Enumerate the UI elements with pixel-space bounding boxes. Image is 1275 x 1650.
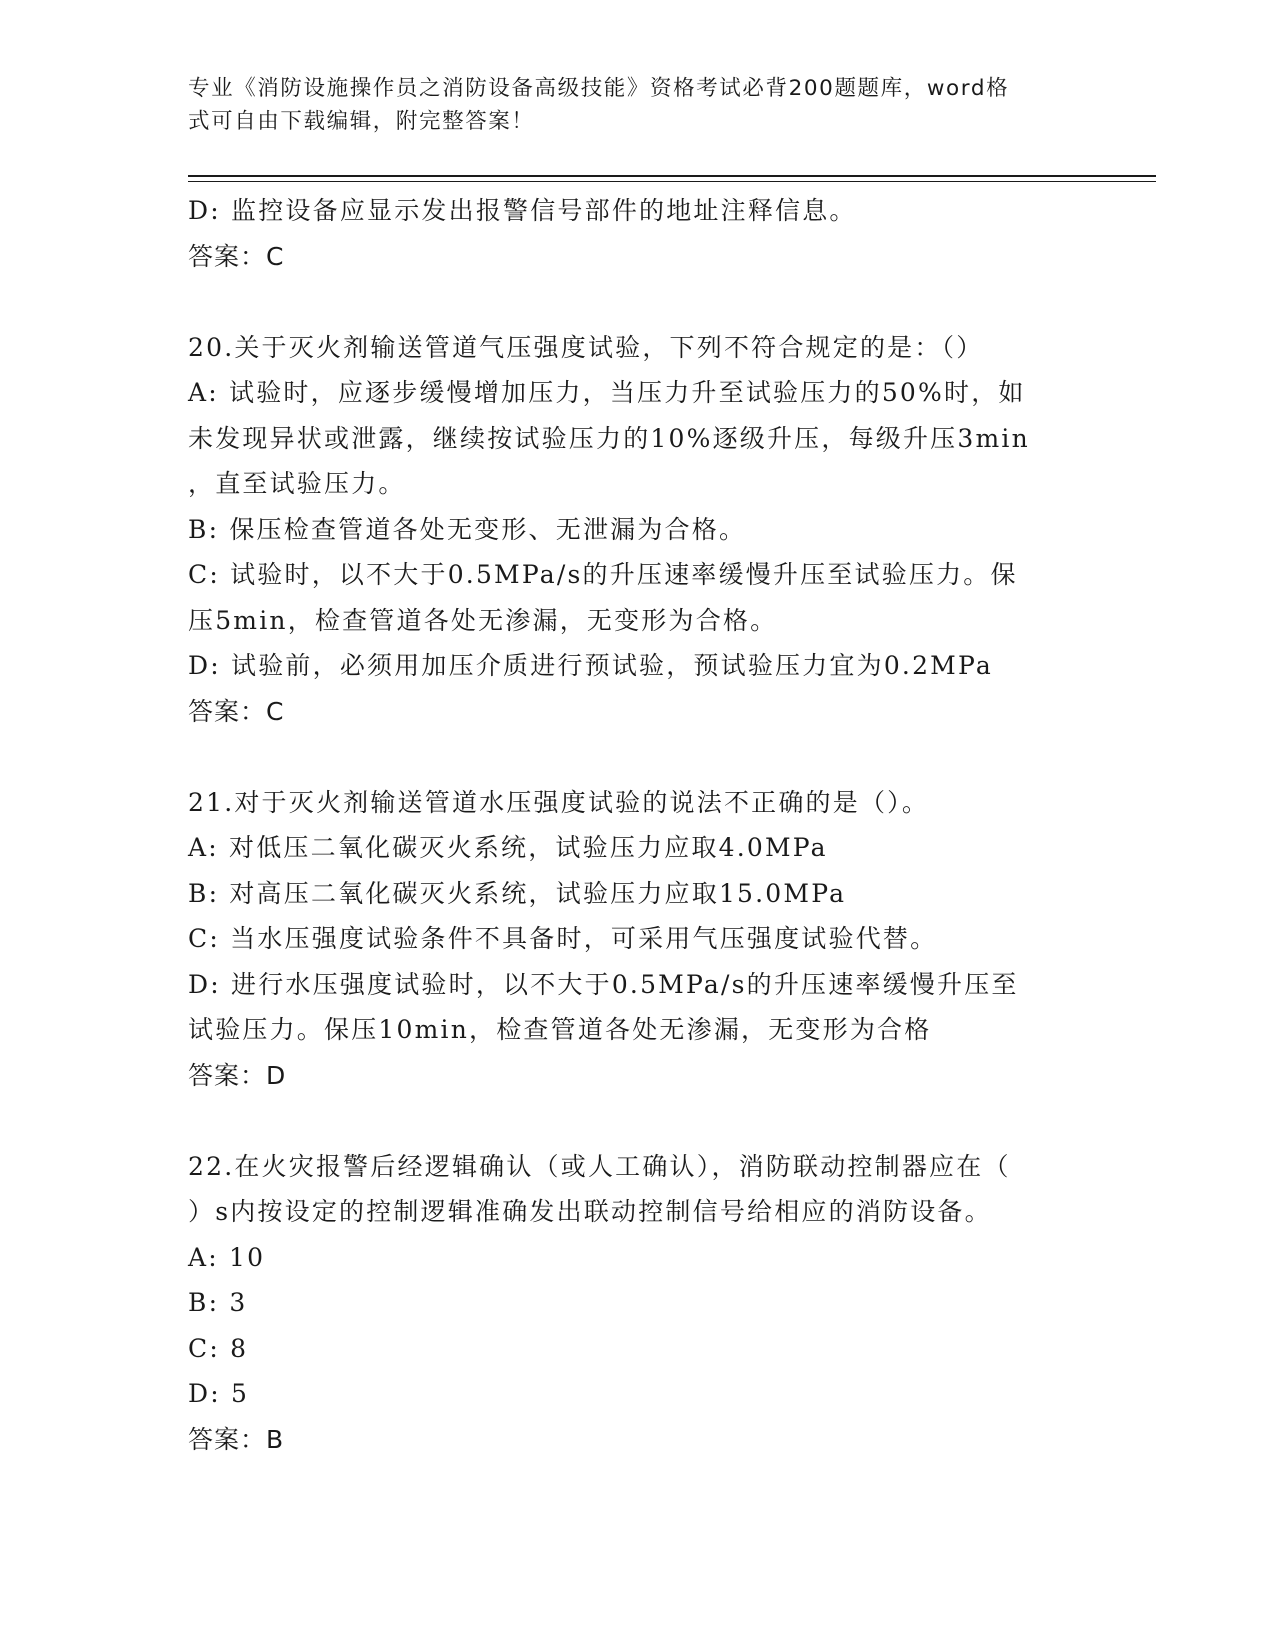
question-21: [188, 780, 1068, 1099]
question-stem: 20.关于灭火剂输送管道气压强度试验，下列不符合规定的是：（）: [188, 332, 984, 362]
question-22: [188, 1144, 1068, 1463]
option-a: A: 10: [188, 1242, 266, 1272]
option-a: A: 对低压二氧化碳灭火系统，试验压力应取4.0MPa: [188, 833, 828, 862]
spacer: [188, 1098, 1068, 1144]
option-d: D: 5: [188, 1379, 250, 1408]
option-d-line-1: D: 进行水压强度试验时，以不大于0.5MPa/s的升压速率缓慢升压至: [188, 969, 1019, 999]
header-rule-thin: [188, 181, 1156, 182]
header-rule-thick: [188, 175, 1156, 177]
question-stem: 21.对于灭火剂输送管道水压强度试验的说法不正确的是（）。: [188, 787, 930, 817]
header-title-line-2: 式可自由下载编辑，附完整答案！: [188, 109, 535, 134]
answer: 答案：B: [188, 1424, 285, 1454]
question-20: [188, 325, 1068, 735]
spacer: [188, 734, 1068, 780]
option-a-line-3: ，直至试验压力。: [188, 469, 406, 498]
option-c: C: 8: [188, 1333, 249, 1363]
header-title-line-1: 专业《消防设施操作员之消防设备高级技能》资格考试必背200题题库，word格: [188, 76, 1010, 101]
option-c-line-2: 压5min，检查管道各处无渗漏，无变形为合格。: [188, 605, 778, 635]
option-d: D: 监控设备应显示发出报警信号部件的地址注释信息。: [188, 196, 857, 225]
question-stem-line-1: 22.在火灾报警后经逻辑确认（或人工确认），消防联动控制器应在（: [188, 1151, 1011, 1181]
answer: 答案：C: [188, 241, 285, 271]
option-d: D: 试验前，必须用加压介质进行预试验，预试验压力宜为0.2MPa: [188, 651, 993, 680]
option-d-line-2: 试验压力。保压10min，检查管道各处无渗漏，无变形为合格: [188, 1015, 932, 1044]
option-a-line-1: A: 试验时，应逐步缓慢增加压力，当压力升至试验压力的50%时，如: [188, 378, 1026, 407]
option-c: C: 当水压强度试验条件不具备时，可采用气压强度试验代替。: [188, 924, 938, 953]
option-b: B: 3: [188, 1288, 248, 1317]
answer: 答案：C: [188, 696, 285, 726]
option-c-line-1: C: 试验时，以不大于0.5MPa/s的升压速率缓慢升压至试验压力。保: [188, 560, 1018, 589]
question-stem-line-2: ）s内按设定的控制逻辑准确发出联动控制信号给相应的消防设备。: [188, 1197, 992, 1226]
option-b: B: 对高压二氧化碳灭火系统，试验压力应取15.0MPa: [188, 878, 847, 908]
option-a-line-2: 未发现异状或泄露，继续按试验压力的10%逐级升压，每级升压3min: [188, 423, 1030, 453]
previous-question-tail: [188, 188, 1068, 279]
question-content: [188, 188, 1068, 1462]
answer: 答案：D: [188, 1060, 287, 1090]
option-b: B: 保压检查管道各处无变形、无泄漏为合格。: [188, 514, 747, 544]
spacer: [188, 279, 1068, 325]
document-header: [188, 72, 1068, 138]
